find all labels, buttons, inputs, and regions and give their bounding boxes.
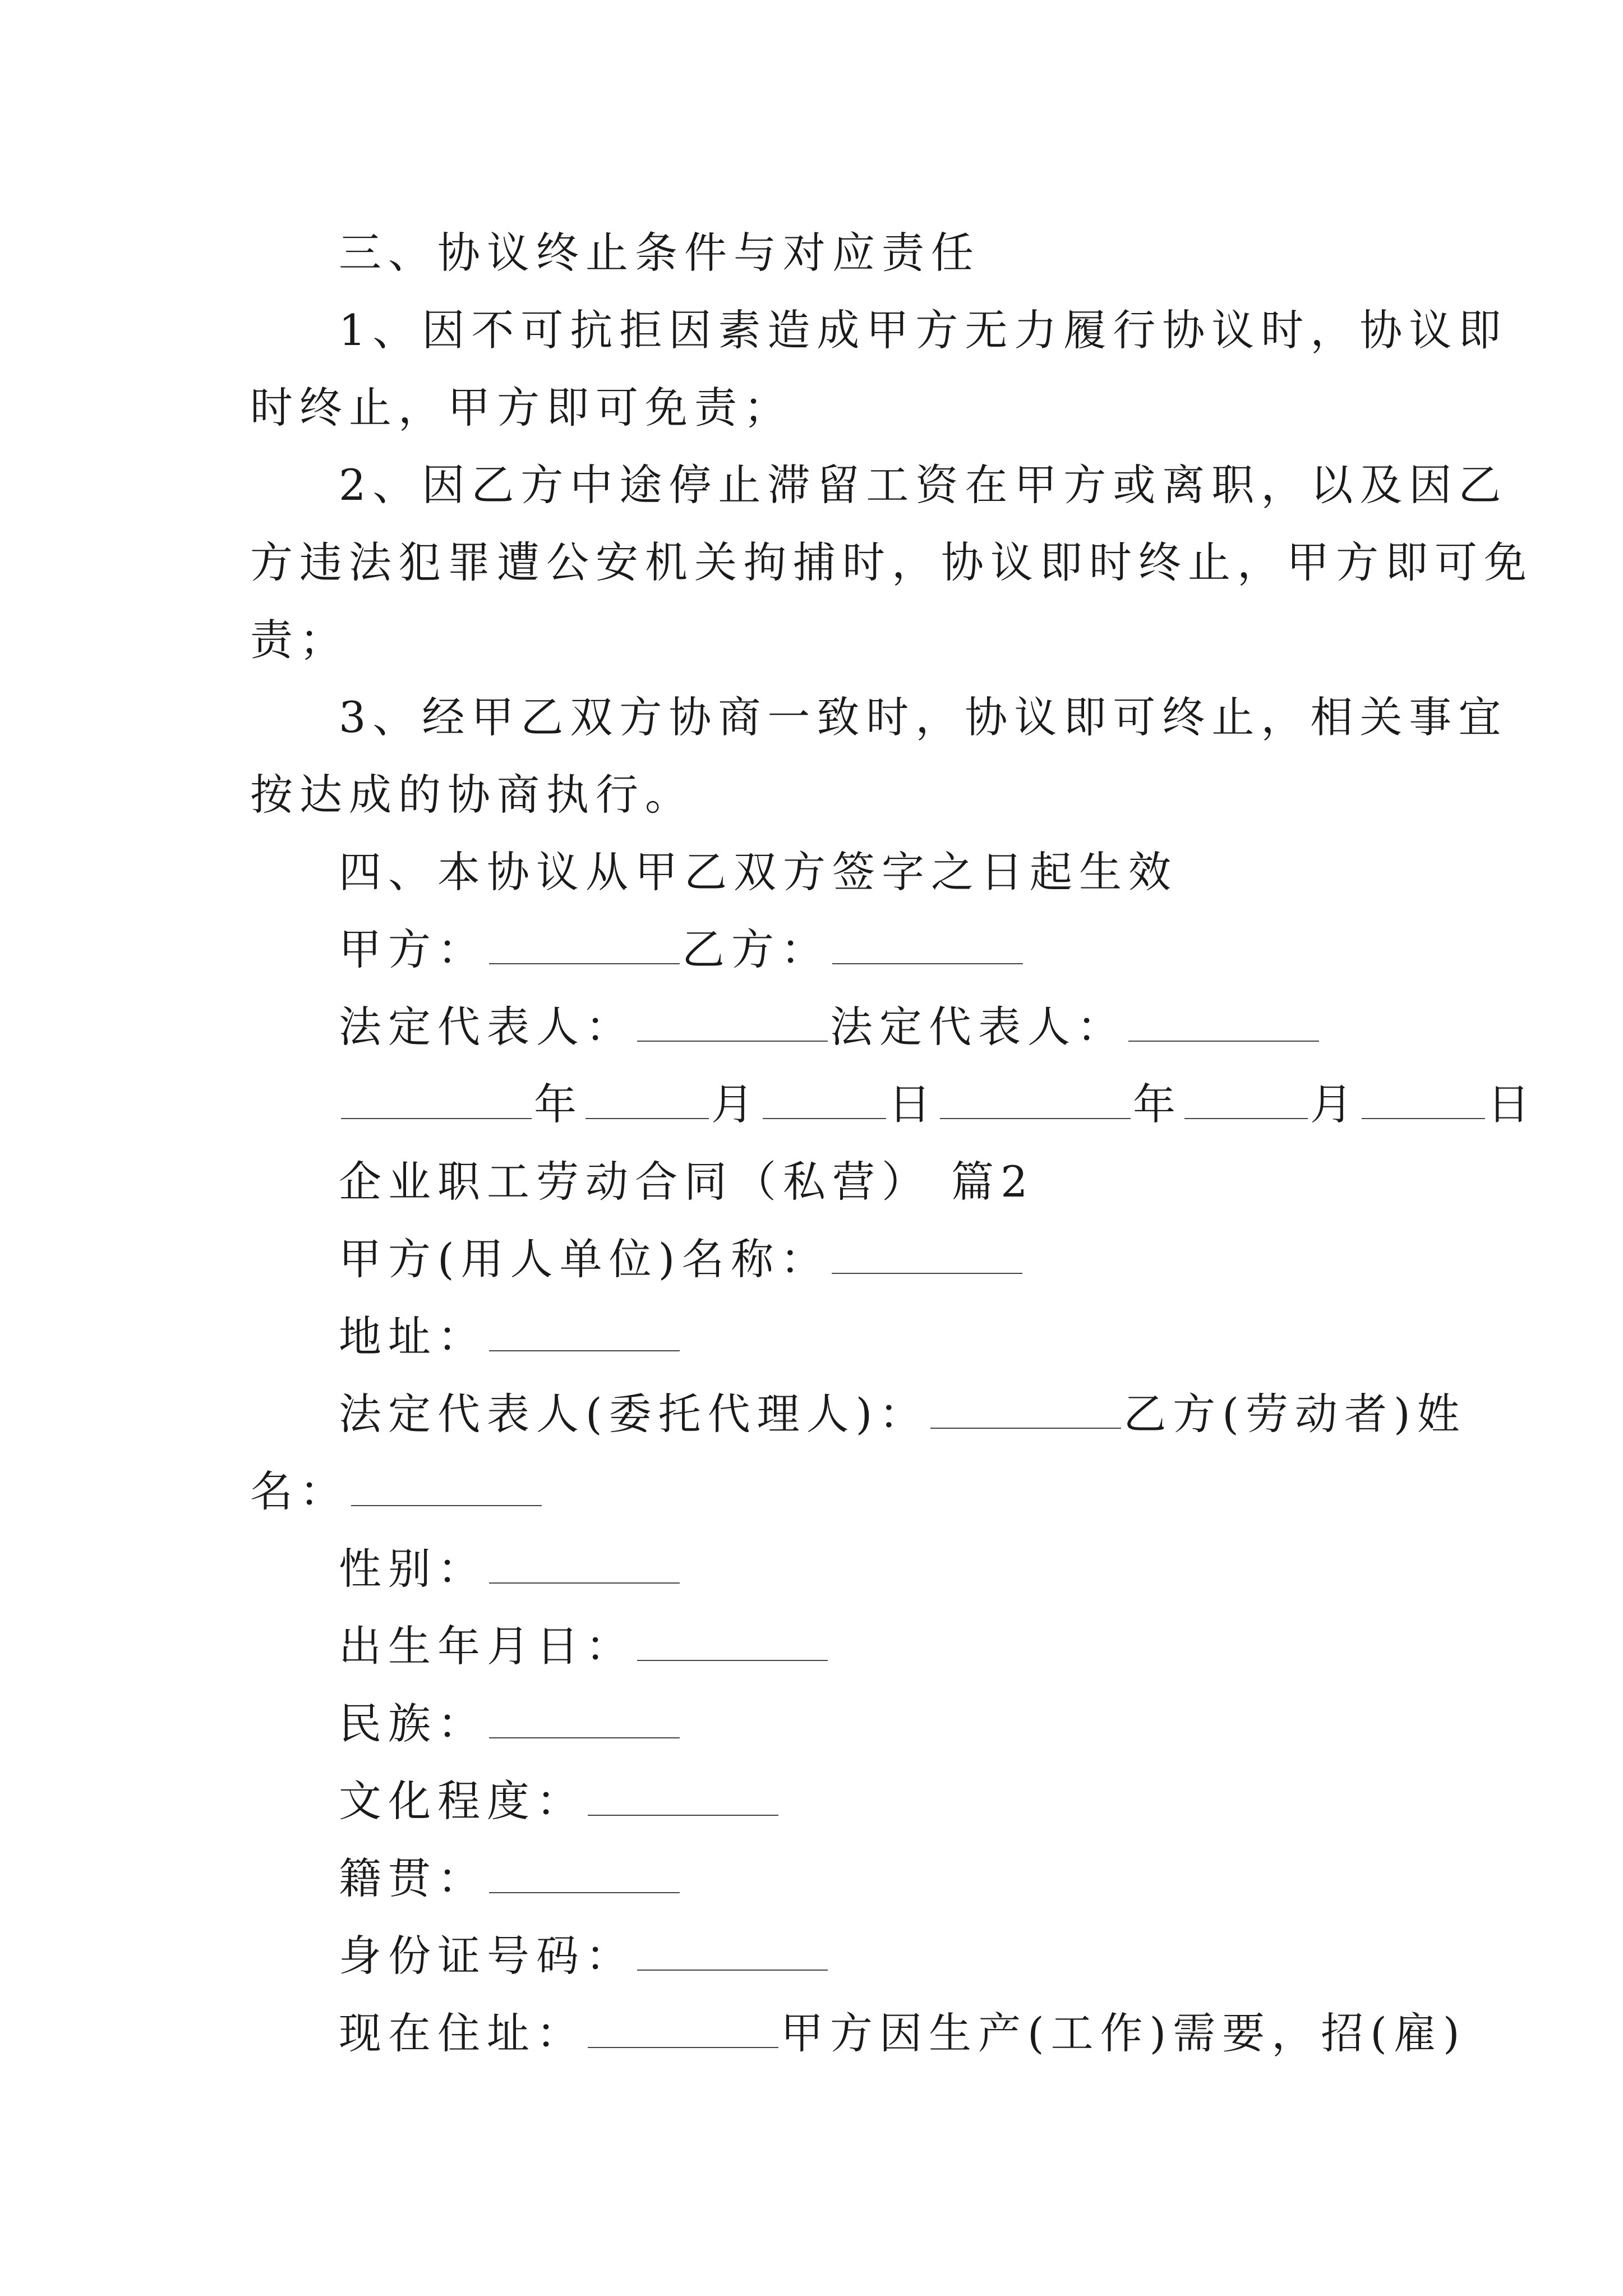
clause-1-line-2: [250, 369, 1389, 447]
clause-1-line-1: [250, 292, 1508, 369]
employer-name-blank: [832, 1268, 1022, 1274]
party-b-label: 乙方：: [682, 924, 830, 974]
education-field: [250, 1763, 1389, 1840]
document-page: [250, 214, 1537, 2072]
month-a-blank: [585, 1114, 709, 1119]
text: 2、因乙方中途停止滞留工资在甲方或离职，以及因乙: [339, 460, 1508, 510]
id-number-blank: [637, 1965, 828, 1971]
contract-title: [250, 1143, 1389, 1221]
year-a-label: 年: [534, 1079, 583, 1129]
label: 民族：: [339, 1699, 487, 1749]
section-heading-effective: [250, 834, 1389, 911]
text: 企业职工劳动合同（私营） 篇2: [339, 1157, 1035, 1207]
legal-rep-agent-field: [250, 1375, 1467, 1453]
day-a-blank: [763, 1114, 886, 1119]
legal-rep-b-label: 法定代表人：: [830, 1002, 1126, 1052]
text: 按达成的协商执行。: [250, 770, 694, 820]
day-b-label: 日: [1487, 1079, 1537, 1129]
current-address-blank: [588, 2042, 778, 2048]
gender-blank: [489, 1578, 680, 1584]
ethnicity-blank: [489, 1733, 680, 1738]
label: 性别：: [339, 1544, 487, 1594]
day-a-label: 日: [888, 1079, 938, 1129]
native-place-blank: [489, 1888, 680, 1893]
birthdate-field: [250, 1608, 1389, 1685]
label: 甲方(用人单位)名称：: [339, 1234, 830, 1284]
label: 籍贯：: [339, 1853, 487, 1903]
legal-rep-a-blank: [637, 1036, 828, 1042]
label: 现在住址：: [339, 2008, 585, 2058]
birthdate-blank: [637, 1655, 828, 1661]
employee-name-field: [250, 1453, 1389, 1530]
month-b-blank: [1184, 1114, 1308, 1119]
text: 3、经甲乙双方协商一致时，协议即可终止，相关事宜: [339, 692, 1508, 742]
legal-rep-line: [250, 988, 1389, 1066]
text: 1、因不可抗拒因素造成甲方无力履行协议时，协议即: [339, 305, 1508, 355]
year-b-label: 年: [1133, 1079, 1182, 1129]
address-blank: [489, 1346, 680, 1351]
clause-3-line-2: [250, 756, 1389, 834]
native-place-field: [250, 1840, 1389, 1917]
text: 责；: [250, 615, 349, 665]
party-b-blank: [832, 959, 1023, 964]
legal-rep-agent-blank: [930, 1423, 1121, 1429]
clause-3-line-1: [250, 679, 1508, 756]
date-line: [250, 1066, 1537, 1143]
day-b-blank: [1362, 1114, 1485, 1119]
label: 法定代表人(委托代理人)：: [339, 1389, 929, 1439]
text: 三、协议终止条件与对应责任: [339, 228, 980, 278]
legal-rep-a-label: 法定代表人：: [339, 1002, 635, 1052]
text: 方违法犯罪遭公安机关拘捕时，协议即时终止，甲方即可免: [250, 537, 1533, 587]
party-a-label: 甲方：: [339, 924, 487, 974]
year-a-blank: [341, 1114, 532, 1119]
text: 四、本协议从甲乙双方签字之日起生效: [339, 847, 1178, 897]
section-heading-termination: [250, 214, 1389, 292]
education-blank: [588, 1810, 778, 1816]
label: 身份证号码：: [339, 1931, 635, 1981]
address-field: [250, 1298, 1389, 1375]
ethnicity-field: [250, 1685, 1389, 1763]
year-b-blank: [940, 1114, 1131, 1119]
label: 出生年月日：: [339, 1621, 635, 1671]
hiring-text: 甲方因生产(工作)需要，招(雇): [781, 2008, 1467, 2058]
party-a-blank: [489, 959, 680, 964]
gender-field: [250, 1530, 1389, 1608]
employee-name-blank: [351, 1501, 542, 1506]
label: 文化程度：: [339, 1776, 585, 1826]
employer-name-field: [250, 1221, 1389, 1298]
party-signature-line: [250, 911, 1389, 988]
clause-2-line-3: [250, 601, 1389, 679]
employee-name-label: 乙方(劳动者)姓: [1123, 1389, 1467, 1439]
label: 名：: [250, 1466, 349, 1516]
legal-rep-b-blank: [1128, 1036, 1319, 1042]
clause-2-line-2: [250, 524, 1533, 601]
id-number-field: [250, 1917, 1389, 1995]
label: 地址：: [339, 1312, 487, 1361]
month-b-label: 月: [1310, 1079, 1359, 1129]
current-address-field: [250, 1995, 1467, 2072]
text: 时终止，甲方即可免责；: [250, 383, 793, 432]
clause-2-line-1: [250, 447, 1508, 524]
month-a-label: 月: [711, 1079, 760, 1129]
